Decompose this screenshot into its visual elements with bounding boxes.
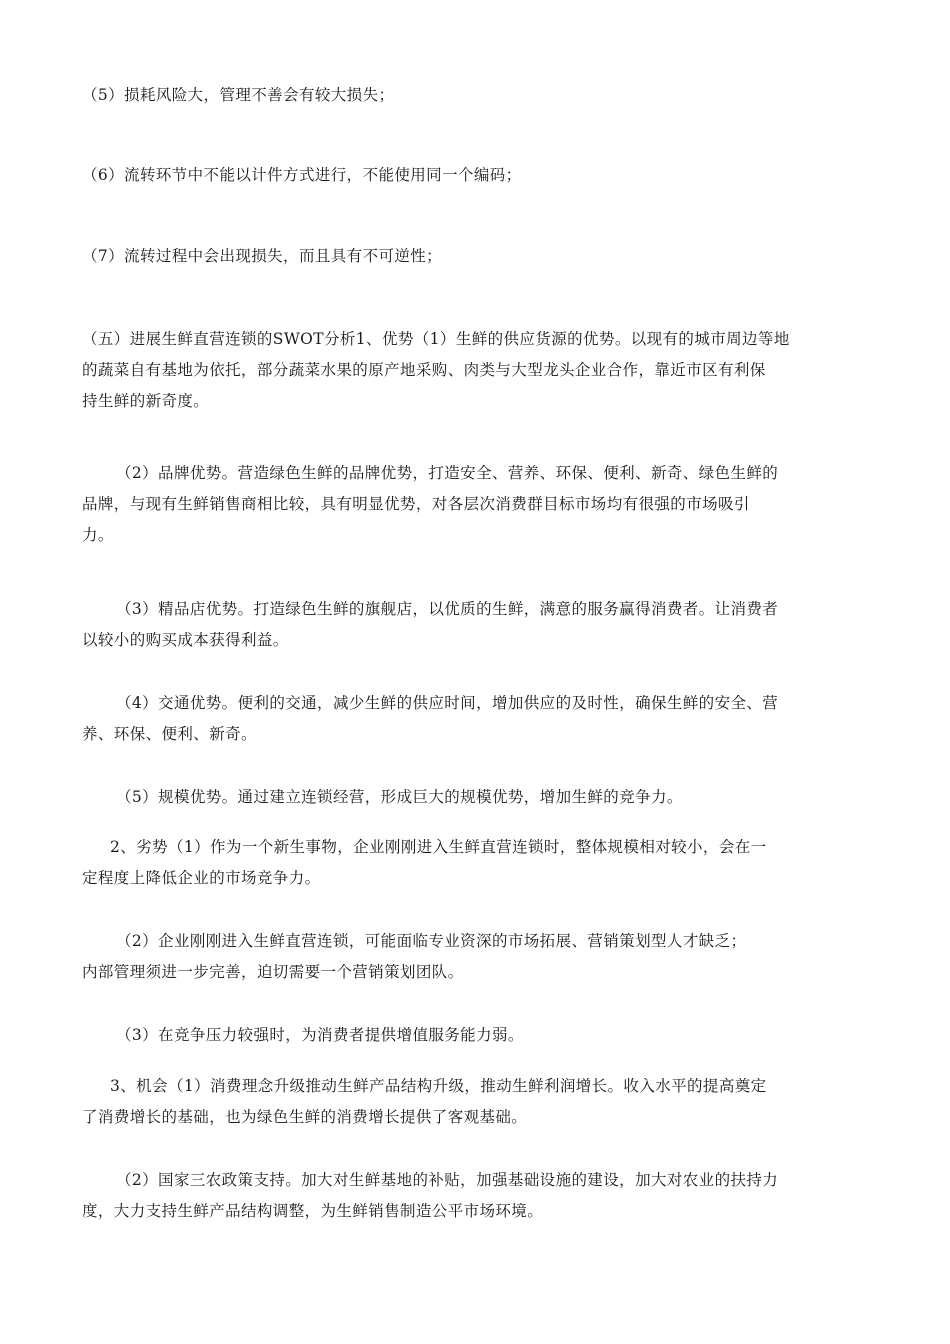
text-line: （2）国家三农政策支持。加大对生鲜基地的补贴，加强基础设施的建设，加大对农业的扶持力 — [116, 1171, 779, 1189]
paragraph-policy-support — [82, 1165, 872, 1227]
paragraph-opportunities — [82, 1071, 872, 1133]
paragraph-irreversible-loss — [82, 241, 872, 272]
text-line: （3）在竞争压力较强时，为消费者提供增值服务能力弱。 — [116, 1026, 524, 1044]
paragraph-scale-advantage — [82, 782, 872, 813]
text-line: 内部管理须进一步完善，迫切需要一个营销策划团队。 — [82, 963, 464, 981]
paragraph-loss-risk — [82, 80, 872, 111]
paragraph-flagship-store-advantage — [82, 594, 872, 656]
text-line: （5）规模优势。通过建立连锁经营，形成巨大的规模优势，增加生鲜的竞争力。 — [116, 788, 683, 806]
paragraph-swot-strengths-supply — [82, 324, 872, 417]
text-line: （2）企业刚刚进入生鲜直营连锁，可能面临专业资深的市场拓展、营销策划型人才缺乏； — [116, 932, 747, 950]
paragraph-brand-advantage — [82, 458, 872, 551]
text-line: 的蔬菜自有基地为依托，部分蔬菜水果的原产地采购、肉类与大型龙头企业合作，靠近市区有利保 — [82, 361, 766, 379]
text-line: （5）损耗风险大，管理不善会有较大损失； — [82, 86, 395, 104]
text-line: 2、劣势（1）作为一个新生事物，企业刚刚进入生鲜直营连锁时，整体规模相对较小，会在一 — [110, 838, 767, 856]
paragraph-transport-advantage — [82, 688, 872, 750]
text-line: 养、环保、便利、新奇。 — [82, 725, 257, 743]
text-line: （2）品牌优势。营造绿色生鲜的品牌优势，打造安全、营养、环保、便利、新奇、绿色生鲜的 — [116, 464, 779, 482]
paragraph-talent-shortage — [82, 926, 872, 988]
text-line: 定程度上降低企业的市场竞争力。 — [82, 869, 321, 887]
text-line: （6）流转环节中不能以计件方式进行，不能使用同一个编码； — [82, 166, 522, 184]
text-line: 持生鲜的新奇度。 — [82, 392, 210, 410]
text-line: 品牌，与现有生鲜销售商相比较，具有明显优势，对各层次消费群目标市场均有很强的市场吸引 — [82, 495, 750, 513]
text-line: （3）精品店优势。打造绿色生鲜的旗舰店，以优质的生鲜，满意的服务赢得消费者。让消费者 — [116, 600, 779, 618]
text-line: 度，大力支持生鲜产品结构调整，为生鲜销售制造公平市场环境。 — [82, 1202, 544, 1220]
text-line: 3、机会（1）消费理念升级推动生鲜产品结构升级，推动生鲜利润增长。收入水平的提高奠定 — [110, 1077, 767, 1095]
paragraph-value-added-service — [82, 1020, 872, 1051]
text-line: （7）流转过程中会出现损失，而且具有不可逆性； — [82, 247, 443, 265]
text-line: 力。 — [82, 526, 114, 544]
text-line: （4）交通优势。便利的交通，减少生鲜的供应时间，增加供应的及时性，确保生鲜的安全、营 — [116, 694, 779, 712]
text-line: （五）进展生鲜直营连锁的SWOT分析1、优势（1）生鲜的供应货源的优势。以现有的城市周边等地 — [82, 330, 790, 348]
paragraph-circulation-coding — [82, 160, 872, 191]
paragraph-weaknesses — [82, 832, 872, 894]
text-line: 以较小的购买成本获得利益。 — [82, 631, 289, 649]
text-line: 了消费增长的基础，也为绿色生鲜的消费增长提供了客观基础。 — [82, 1108, 528, 1126]
